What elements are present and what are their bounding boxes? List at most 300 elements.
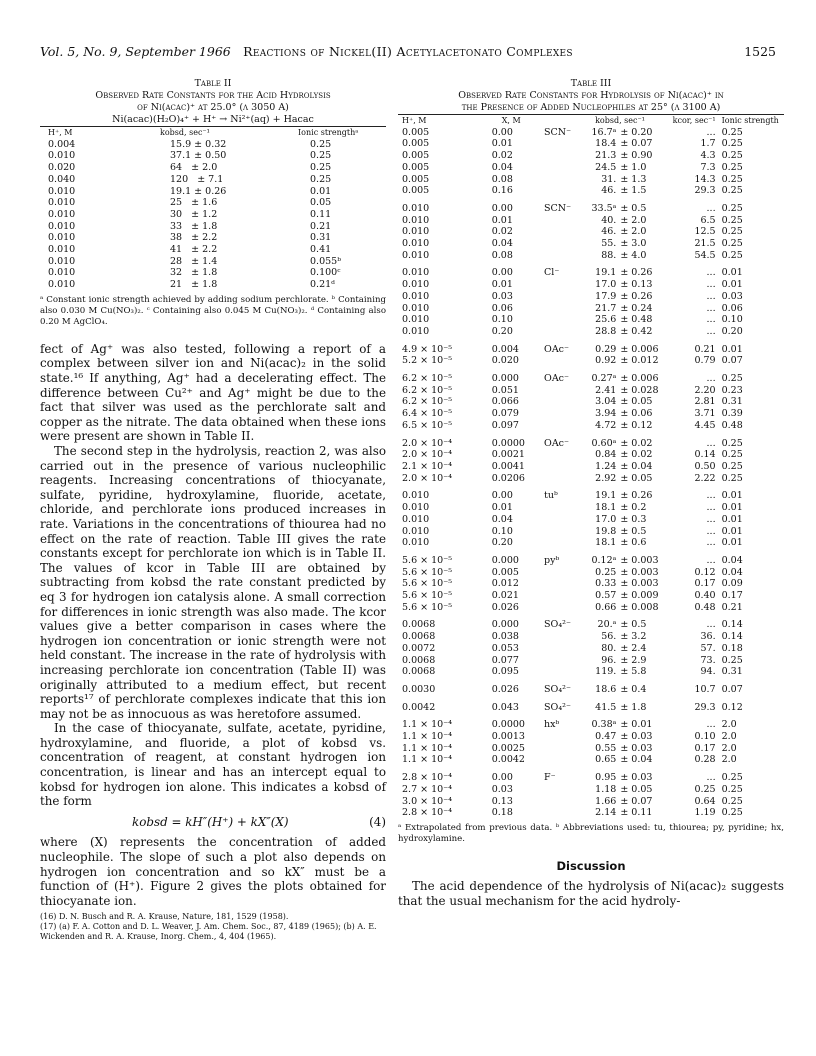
table3-cell-ionic: 0.25 (721, 472, 743, 484)
table3-cell-kcor: 0.17 (694, 578, 716, 590)
table3-cell-h: 0.010 (402, 525, 430, 537)
table3-cell-error: ± 0.04 (620, 460, 653, 472)
table3-cell-kobsd: 3.04 (595, 396, 617, 408)
table3-cell-x: 0.13 (491, 795, 513, 807)
table3-label: Table III (570, 78, 612, 89)
table3-cell-reagent (544, 138, 581, 150)
table2-cell-kobsd: 30 ± 1.2 (170, 208, 218, 220)
table3-cell-ionic: 2.0 (721, 754, 737, 766)
table3-cell-kcor: ... (706, 490, 716, 502)
table3-cell-error: ± 0.05 (620, 396, 653, 408)
table3-cell-kobsd: 18.6 (595, 683, 617, 695)
table3-cell-kobsd: 16.7ᵃ (591, 126, 617, 138)
table3-cell-kobsd: 0.25 (595, 566, 617, 578)
table3-cell-kcor: ... (706, 290, 716, 302)
table3-cell-kcor: 1.19 (694, 807, 716, 819)
table3-cell-x: 0.18 (491, 807, 513, 819)
table3-cell-x: 0.038 (491, 631, 519, 643)
table-row (40, 174, 386, 186)
table-row (398, 684, 784, 696)
table3-cell-h: 1.1 × 10⁻⁴ (402, 731, 453, 743)
table3-cell-h: 5.6 × 10⁻⁵ (402, 566, 453, 578)
table3-cell-kobsd: 80. (601, 642, 617, 654)
table-row (398, 250, 784, 262)
table3-cell-h: 2.7 × 10⁻⁴ (402, 783, 453, 795)
table3-cell-error: ± 0.02 (620, 449, 653, 461)
running-header (40, 44, 776, 62)
table3-cell-error: ± 0.028 (620, 384, 659, 396)
table3-header-kobsd: kobsd, sec⁻¹ (595, 116, 645, 125)
table3-cell-h: 0.0072 (402, 642, 436, 654)
table3-cell-kcor: ... (706, 537, 716, 549)
table3-cell-x: 0.021 (491, 590, 519, 602)
table-row (398, 344, 784, 356)
table-row (398, 396, 784, 408)
table2-cell-ionic: 0.21ᵈ (310, 279, 335, 291)
table3-cell-h: 0.010 (402, 325, 430, 337)
table3-cell-kcor: 29.3 (694, 185, 716, 197)
table3-cell-ionic: 0.39 (721, 408, 743, 420)
table3-cell-kcor: 10.7 (694, 683, 716, 695)
table3-cell-kobsd: 33.5ᵃ (591, 202, 617, 214)
table2-cell-ionic: 0.25 (310, 150, 332, 162)
table3-cell-ionic: 0.01 (721, 502, 743, 514)
table3-cell-reagent (544, 150, 581, 162)
table3-cell-kobsd: 56. (601, 631, 617, 643)
table3-cell-kobsd: 41.5 (595, 701, 617, 713)
table3-cell-reagent (544, 578, 581, 590)
table3-cell-ionic: 0.10 (721, 314, 743, 326)
table3-cell-ionic: 0.20 (721, 325, 743, 337)
table3-cell-ionic: 0.25 (721, 226, 743, 238)
table-row (398, 150, 784, 162)
table-row (40, 256, 386, 268)
table3-cell-h: 6.4 × 10⁻⁵ (402, 408, 453, 420)
table3-cell-kobsd: 2.41 (595, 384, 617, 396)
table3-cell-error: ± 0.02 (620, 437, 653, 449)
table3-cell-x: 0.16 (491, 185, 513, 197)
table-row (398, 408, 784, 420)
table3-cell-h: 3.0 × 10⁻⁴ (402, 795, 453, 807)
table3-cell-x: 0.0042 (491, 754, 525, 766)
table3-cell-kobsd: 1.66 (595, 795, 617, 807)
table3-cell-h: 0.010 (402, 537, 430, 549)
table-row (398, 238, 784, 250)
table3-cell-ionic: 0.25 (721, 654, 743, 666)
table3-cell-ionic: 0.01 (721, 343, 743, 355)
table3-cell-error: ± 0.26 (620, 290, 653, 302)
table-row (398, 719, 784, 731)
table3-cell-kobsd: 55. (601, 238, 617, 250)
table3-cell-ionic: 0.25 (721, 249, 743, 261)
table-row (398, 326, 784, 338)
table-row (398, 203, 784, 215)
table3-cell-x: 0.0025 (491, 742, 525, 754)
table2-caption-line2: of Ni(acac)⁺ at 25.0° (λ 3050 A) (137, 102, 289, 113)
table3-cell-kobsd: 3.94 (595, 408, 617, 420)
table3-cell-h: 0.0030 (402, 683, 436, 695)
table2-caption-line1: Observed Rate Constants for the Acid Hydrolysis (95, 90, 331, 101)
table3-cell-error: ± 2.4 (620, 642, 647, 654)
table3-cell-ionic: 0.01 (721, 267, 743, 279)
table3-cell-x: 0.079 (491, 408, 519, 420)
table3-cell-error: ± 1.8 (620, 701, 647, 713)
table-row (398, 138, 784, 150)
table-row (40, 232, 386, 244)
table3-cell-error: ± 0.07 (620, 795, 653, 807)
table-row (398, 666, 784, 678)
table3-cell-reagent (544, 526, 581, 538)
table3-cell-h: 0.0068 (402, 619, 436, 631)
table3-cell-kcor: ... (706, 619, 716, 631)
table3-cell-ionic: 0.07 (721, 683, 743, 695)
table3-cell-kcor: ... (706, 314, 716, 326)
table3-cell-kcor: 0.21 (694, 343, 716, 355)
table3-cell-reagent (544, 807, 581, 819)
table3-cell-x: 0.01 (491, 279, 513, 291)
table3-cell-error: ± 4.0 (620, 249, 647, 261)
table3-cell-h: 1.1 × 10⁻⁴ (402, 719, 453, 731)
table3-caption-line1: Observed Rate Constants for Hydrolysis of Ni(acac)⁺ in (458, 90, 724, 101)
table3-cell-kobsd: 0.92 (595, 355, 617, 367)
table2-cell-h: 0.020 (48, 162, 76, 174)
table2-cell-ionic: 0.25 (310, 138, 332, 150)
reference-17: (17) (a) F. A. Cotton and D. L. Weaver, J. Am. Chem. Soc., 87, 4189 (1965); (b) A. E. Wickenden and R. A. Krause, Inorg. Chem., 4, 404 (1965). (40, 922, 377, 942)
table3-cell-kobsd: 88. (601, 249, 617, 261)
table3-cell-kobsd: 0.47 (595, 731, 617, 743)
table2-cell-kobsd: 28 ± 1.4 (170, 255, 218, 267)
table3-cell-h: 0.005 (402, 150, 430, 162)
table3-cell-kobsd: 25.6 (595, 314, 617, 326)
paragraph: In the case of thiocyanate, sulfate, acetate, pyridine, hydroxylamine, and fluoride, a plot of kobsd vs. concentration of reagent, at constant hydrogen ion concentration, is linear and has an intercept equal to kobsd for hydrogen ion alone. This indicates a kobsd of the form (40, 721, 386, 809)
table3-cell-h: 1.1 × 10⁻⁴ (402, 754, 453, 766)
table3-cell-reagent (544, 461, 581, 473)
table-row (398, 267, 784, 279)
table3-cell-kobsd: 2.92 (595, 472, 617, 484)
table3-cell-reagent (544, 355, 581, 367)
table3-cell-x: 0.03 (491, 783, 513, 795)
table3-cell-kobsd: 0.57 (595, 590, 617, 602)
equation-number: (4) (369, 814, 386, 829)
table3-cell-error: ± 0.03 (620, 731, 653, 743)
table3-cell-kcor: ... (706, 267, 716, 279)
table3-cell-ionic: 0.25 (721, 373, 743, 385)
table3-cell-kcor: 0.40 (694, 590, 716, 602)
table3-cell-error: ± 0.90 (620, 150, 653, 162)
table2-cell-ionic: 0.25 (310, 173, 332, 185)
table-row (398, 355, 784, 367)
table2-cell-h: 0.010 (48, 232, 76, 244)
equation-4 (40, 815, 386, 830)
table3-cell-kobsd: 96. (601, 654, 617, 666)
table3-cell-reagent: hxᵇ (544, 719, 560, 731)
table3-cell-h: 0.010 (402, 279, 430, 291)
table3-cell-ionic: 0.25 (721, 807, 743, 819)
table3-cell-kcor: 2.81 (694, 396, 716, 408)
table3-cell-ionic: 0.01 (721, 279, 743, 291)
table-row (398, 473, 784, 485)
table3-cell-error: ± 2.9 (620, 654, 647, 666)
table3-cell-reagent (544, 303, 581, 315)
table3-cell-error: ± 1.5 (620, 185, 647, 197)
table3-cell-h: 0.005 (402, 161, 430, 173)
right-column (398, 78, 784, 908)
table3-cell-reagent (544, 502, 581, 514)
table2-body (40, 139, 386, 291)
journal-volume: Vol. 5, No. 9, September 1966 (40, 44, 231, 59)
table3-cell-x: 0.000 (491, 619, 519, 631)
table3-cell-kobsd: 40. (601, 214, 617, 226)
discussion-heading: Discussion (556, 858, 626, 873)
table3-cell-kcor: 0.79 (694, 355, 716, 367)
table3-cell-error: ± 0.3 (620, 513, 647, 525)
table3-cell-h: 0.010 (402, 202, 430, 214)
table-row (398, 743, 784, 755)
table3-cell-error: ± 0.01 (620, 719, 653, 731)
table3-cell-kcor: 4.45 (694, 419, 716, 431)
table3-cell-x: 0.00 (491, 267, 513, 279)
table2-cell-ionic: 0.05 (310, 197, 332, 209)
table2-cell-kobsd: 120 ± 7.1 (170, 173, 224, 185)
table-row (40, 139, 386, 151)
table2 (40, 126, 386, 291)
table3-cell-kcor: 4.3 (700, 150, 716, 162)
table3-cell-ionic: 0.01 (721, 490, 743, 502)
table-row (40, 221, 386, 233)
table-row (398, 490, 784, 502)
table-row (398, 784, 784, 796)
table3-cell-x: 0.20 (491, 325, 513, 337)
table3-cell-reagent: SCN⁻ (544, 202, 572, 214)
table3-cell-kobsd: 119. (595, 666, 617, 678)
discussion-text (398, 879, 784, 908)
table3-cell-reagent (544, 731, 581, 743)
table-row (398, 796, 784, 808)
table3-cell-kobsd: 46. (601, 226, 617, 238)
table3-cell-x: 0.012 (491, 578, 519, 590)
table3-cell-error: ± 0.5 (620, 202, 647, 214)
table3-cell-error: ± 0.04 (620, 754, 653, 766)
table3-cell-error: ± 0.008 (620, 601, 659, 613)
table3-cell-kcor: ... (706, 525, 716, 537)
table3-cell-reagent (544, 537, 581, 549)
table2-cell-kobsd: 25 ± 1.6 (170, 197, 218, 209)
table3-cell-reagent: SO₄²⁻ (544, 701, 571, 713)
table3-cell-kobsd: 21.3 (595, 150, 617, 162)
table2-cell-kobsd: 15.9 ± 0.32 (170, 138, 227, 150)
table3-cell-kcor: 1.7 (700, 138, 716, 150)
table-row (398, 502, 784, 514)
table3-cell-ionic: 0.25 (721, 202, 743, 214)
table3-cell-error: ± 0.03 (620, 742, 653, 754)
table-row (398, 643, 784, 655)
table3-cell-kobsd: 0.38ᵃ (591, 719, 617, 731)
table3-cell-kobsd: 24.5 (595, 161, 617, 173)
table3-cell-h: 0.005 (402, 138, 430, 150)
table2-cell-h: 0.004 (48, 138, 76, 150)
table3-header-h: H⁺, M (402, 116, 427, 125)
table2-cell-h: 0.010 (48, 185, 76, 197)
table3-cell-kobsd: 46. (601, 185, 617, 197)
table3-cell-x: 0.03 (491, 290, 513, 302)
table3-cell-x: 0.20 (491, 537, 513, 549)
paragraph: where (X) represents the concentration of added nucleophile. The slope of such a plot also depends on hydrogen ion concentration and so kX″ must be a function of (H⁺). Figure 2 gives the plots obtained for thiocyanate ion. (40, 835, 386, 908)
table3-cell-h: 0.010 (402, 302, 430, 314)
table3-cell-kobsd: 17.9 (595, 290, 617, 302)
table3-cell-x: 0.10 (491, 525, 513, 537)
table3-cell-kcor: 0.17 (694, 742, 716, 754)
table3-cell-h: 4.9 × 10⁻⁵ (402, 343, 453, 355)
table2-cell-ionic: 0.11 (310, 208, 332, 220)
table-row (398, 438, 784, 450)
table3-cell-x: 0.095 (491, 666, 519, 678)
table3-cell-kobsd: 4.72 (595, 419, 617, 431)
table3-cell-kobsd: 18.1 (595, 502, 617, 514)
table2-cell-ionic: 0.41 (310, 244, 332, 256)
table3-cell-reagent (544, 215, 581, 227)
table3-cell-error: ± 3.2 (620, 631, 647, 643)
table3-cell-error: ± 0.12 (620, 419, 653, 431)
table3-cell-reagent: tuᵇ (544, 490, 558, 502)
table3-cell-ionic: 0.14 (721, 619, 743, 631)
table3-cell-ionic: 0.12 (721, 701, 743, 713)
table3-cell-h: 6.5 × 10⁻⁵ (402, 419, 453, 431)
table2-cell-h: 0.010 (48, 244, 76, 256)
table-row (398, 314, 784, 326)
table3-cell-kcor: ... (706, 126, 716, 138)
table3-cell-x: 0.0000 (491, 437, 525, 449)
table3-cell-kcor: ... (706, 437, 716, 449)
table3-cell-ionic: 0.01 (721, 513, 743, 525)
table3-header-kcor: kcor, sec⁻¹ (672, 116, 716, 125)
table3-cell-x: 0.00 (491, 772, 513, 784)
table3-cell-kcor: 7.3 (700, 161, 716, 173)
running-title: Reactions of Nickel(II) Acetylacetonato Complexes (243, 44, 573, 59)
table3-header-x: X, M (501, 116, 521, 125)
table3-body (398, 127, 784, 819)
table-row (40, 197, 386, 209)
table3-cell-h: 0.005 (402, 126, 430, 138)
table2-cell-kobsd: 33 ± 1.8 (170, 220, 218, 232)
table2-cell-kobsd: 64 ± 2.0 (170, 162, 218, 174)
table3-cell-kobsd: 0.29 (595, 343, 617, 355)
table3-cell-h: 0.010 (402, 226, 430, 238)
table3-cell-error: ± 0.003 (620, 554, 659, 566)
table3-cell-kobsd: 19.1 (595, 267, 617, 279)
table3-cell-ionic: 0.14 (721, 631, 743, 643)
table3-cell-kobsd: 1.24 (595, 460, 617, 472)
table3-cell-kcor: 0.64 (694, 795, 716, 807)
table3-cell-kcor: 21.5 (694, 238, 716, 250)
table3-cell-h: 2.8 × 10⁻⁴ (402, 807, 453, 819)
table2-cell-h: 0.010 (48, 197, 76, 209)
table3-cell-reagent (544, 185, 581, 197)
table3-cell-reagent (544, 449, 581, 461)
table-row (398, 655, 784, 667)
table3-cell-kcor: 6.5 (700, 214, 716, 226)
table3-cell-x: 0.01 (491, 502, 513, 514)
table3-cell-kobsd: 21.7 (595, 302, 617, 314)
table3-cell-x: 0.04 (491, 161, 513, 173)
table3-cell-error: ± 1.3 (620, 173, 647, 185)
table3-cell-kobsd: 2.14 (595, 807, 617, 819)
table3-cell-kcor: 94. (700, 666, 716, 678)
table3-cell-kcor: 54.5 (694, 249, 716, 261)
table-row (398, 461, 784, 473)
table3-cell-ionic: 2.0 (721, 731, 737, 743)
paragraph: The second step in the hydrolysis, reaction 2, was also carried out in the presence of various nucleophilic reagents. Increasing concentrations of thiocyanate, sulfate, pyridine, hydroxylamine, fluoride, acetate, chloride, and perchlorate ions produced increases in rate. Variations in the concentrations of thiourea had no effect on the rate of reaction. Table III gives the rate constants except for perchlorate ion which is in Table II. The values of kcor in Table III are obtained by subtracting from kobsd the rate constant predicted by eq 3 for hydrogen ion catalysis alone. A small correction for differences in ionic strength was also made. The kcor values give a better comparison in cases where the hydrogen ion concentration or ionic strength were not held constant. The increase in the rate of hydrolysis with increasing perchlorate ion concentration (Table II) was originally attributed to a medium effect, but recent reports¹⁷ of perchlorate complexes indicate that this ion may not be as innocuous as was heretofore assumed. (40, 444, 386, 721)
table3-cell-kcor: ... (706, 325, 716, 337)
table2-cell-h: 0.010 (48, 220, 76, 232)
table3-cell-kobsd: 18.4 (595, 138, 617, 150)
table-row (398, 526, 784, 538)
table3-cell-kobsd: 0.33 (595, 578, 617, 590)
table-row (398, 731, 784, 743)
table3-cell-error: ± 0.003 (620, 578, 659, 590)
table3-cell-x: 0.004 (491, 343, 519, 355)
table3-cell-error: ± 0.13 (620, 279, 653, 291)
table3-cell-error: ± 0.26 (620, 267, 653, 279)
table3-cell-ionic: 0.25 (721, 783, 743, 795)
table-row (398, 385, 784, 397)
table3-cell-reagent (544, 238, 581, 250)
table3-cell-kcor: 0.14 (694, 449, 716, 461)
table-row (398, 420, 784, 432)
table3-cell-error: ± 0.07 (620, 138, 653, 150)
table3-cell-error: ± 5.8 (620, 666, 647, 678)
table3-cell-h: 5.6 × 10⁻⁵ (402, 590, 453, 602)
table-row (398, 174, 784, 186)
table3-cell-h: 2.0 × 10⁻⁴ (402, 472, 453, 484)
table3-cell-x: 0.04 (491, 513, 513, 525)
table2-cell-ionic: 0.100ᶜ (310, 267, 341, 279)
table3-cell-ionic: 0.25 (721, 185, 743, 197)
table3-cell-h: 0.010 (402, 314, 430, 326)
equation-text: kobsd = kH″(H⁺) + kX″(X) (132, 814, 289, 829)
table3-cell-error: ± 0.2 (620, 502, 647, 514)
table3-cell-h: 0.010 (402, 490, 430, 502)
table3-cell-ionic: 0.18 (721, 642, 743, 654)
table-row (398, 772, 784, 784)
table3-cell-reagent (544, 655, 581, 667)
table3-cell-h: 5.6 × 10⁻⁵ (402, 554, 453, 566)
table3-cell-kobsd: 0.66 (595, 601, 617, 613)
table3-cell-error: ± 0.006 (620, 373, 659, 385)
table3-cell-reagent: OAc⁻ (544, 373, 570, 385)
table3-cell-reagent (544, 408, 581, 420)
table3-cell-h: 2.8 × 10⁻⁴ (402, 772, 453, 784)
table3-cell-error: ± 0.05 (620, 783, 653, 795)
table2-cell-h: 0.010 (48, 150, 76, 162)
table3-cell-h: 5.2 × 10⁻⁵ (402, 355, 453, 367)
table3-cell-kcor: 36. (700, 631, 716, 643)
table3-cell-reagent: OAc⁻ (544, 343, 570, 355)
table3-cell-kcor: 0.10 (694, 731, 716, 743)
table3-cell-reagent (544, 174, 581, 186)
table3-cell-reagent (544, 567, 581, 579)
table3-cell-error: ± 0.48 (620, 314, 653, 326)
table3-cell-h: 0.010 (402, 267, 430, 279)
table3-cell-error: ± 0.6 (620, 537, 647, 549)
table3-cell-reagent (544, 279, 581, 291)
table2-cell-kobsd: 21 ± 1.8 (170, 279, 218, 291)
table3-cell-error: ± 0.06 (620, 408, 653, 420)
table3-cell-kcor: ... (706, 719, 716, 731)
table3-cell-reagent (544, 784, 581, 796)
table3-cell-error: ± 0.5 (620, 525, 647, 537)
table3-header-ionic: Ionic strength (721, 116, 779, 125)
page-number: 1525 (744, 44, 776, 59)
